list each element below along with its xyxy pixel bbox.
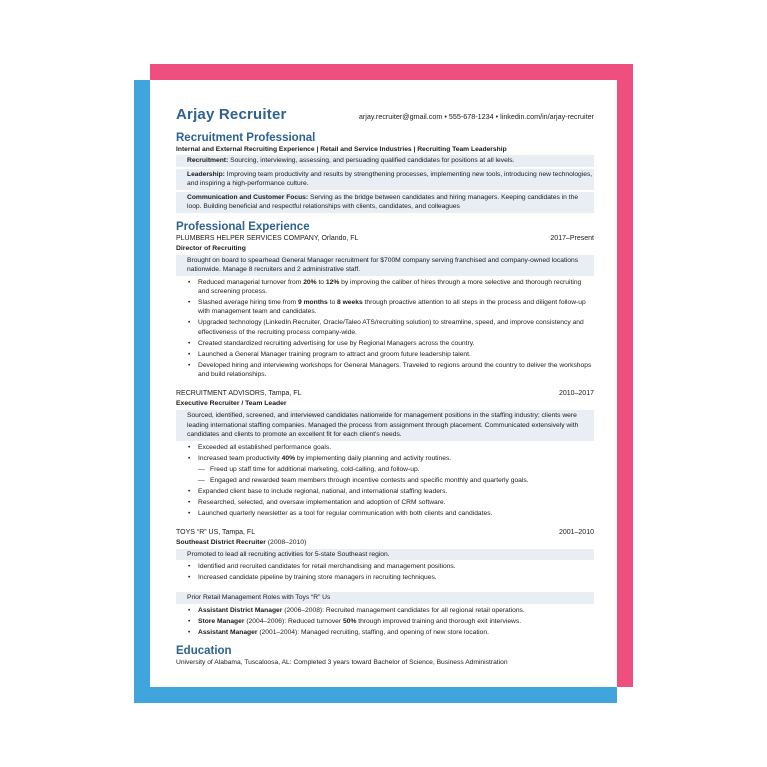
list-item: • Assistant Manager (2001–2004): Managed recruiting, staffing, and opening of new store location. xyxy=(188,628,489,636)
list-item: • Identified and recruited candidates for retail merchandising and management positions. xyxy=(188,563,456,571)
job-summary: Sourced, identified, screened, and interviewed candidates nationwide for management positions in the staffing industry; clients were leading international staffing companies. Managed the process from assignment through placement. Communicated extensively with candidates and clients to promote an excellent fit for each client's needs. xyxy=(176,410,594,441)
job-dates: 2001–2010 xyxy=(558,528,594,536)
job-dates: 2010–2017 xyxy=(558,390,594,398)
list-item: • Researched, selected, and oversaw implementation and adoption of CRM software. xyxy=(188,498,446,506)
job-header-plumbers xyxy=(176,234,594,244)
list-item: — Freed up staff time for additional marketing, cold-calling, and follow-up. xyxy=(198,465,420,473)
job-summary: Promoted to lead all recruiting activities for 5-state Southeast region. xyxy=(176,549,594,561)
education-heading: Education xyxy=(176,644,232,657)
list-item: • Reduced managerial turnover from 20% to 12% by improving the caliber of hires through a more selective and thorough recruiting and screening process. xyxy=(188,278,582,295)
competency-recruitment: Recruitment: Sourcing, interviewing, assessing, and persuading qualified candidates for positions at all levels. xyxy=(176,155,594,167)
job-achievements xyxy=(176,562,594,582)
job-company: PLUMBERS HELPER SERVICES COMPANY, Orlando, FL xyxy=(176,234,359,242)
competency-communication: Communication and Customer Focus: Serving as the bridge between candidates and hiring managers. Keeping candidates in the loop. Building beneficial and respectful relationships with clients, candidates, and colleagues xyxy=(176,192,594,213)
list-item: • Upgraded technology (LinkedIn Recruiter, Oracle/Taleo ATS/recruiting solution) to streamline, speed, and improve consistency and effectiveness of the recruiting process company-wide. xyxy=(188,319,584,336)
candidate-name: Arjay Recruiter xyxy=(176,106,287,123)
list-item: • Increased team productivity 40% by implementing daily planning and activity routines. xyxy=(188,454,452,462)
job-achievements xyxy=(176,278,594,380)
education-entry: University of Alabama, Tuscaloosa, AL: Completed 3 years toward Bachelor of Science, Business Administration xyxy=(176,658,508,666)
job-header-recruitment-advisors xyxy=(176,389,594,399)
list-item: • Store Manager (2004–2006): Reduced turnover 50% through improved training and thorough exit interviews. xyxy=(188,617,522,625)
job-sub-achievements xyxy=(176,465,594,485)
profile-heading: Recruitment Professional xyxy=(176,132,316,144)
list-item: • Exceeded all established performance goals. xyxy=(188,443,332,451)
list-item: • Created standardized recruiting advertising for use by Regional Managers across the country. xyxy=(188,339,475,347)
job-company: RECRUITMENT ADVISORS, Tampa, FL xyxy=(176,390,302,398)
job-achievements-continued xyxy=(176,487,594,518)
job-company: TOYS “R” US, Tampa, FL xyxy=(176,528,256,536)
job-summary: Brought on board to spearhead General Manager recruitment for $700M company serving franchised and company-owned locations nationwide. Manage 8 recruiters and 2 administrative staff. xyxy=(176,255,594,276)
list-item: — Engaged and rewarded team members through incentive contests and specific monthly and quarterly goals. xyxy=(198,476,529,484)
resume-header xyxy=(176,106,594,128)
list-item: • Launched quarterly newsletter as a tool for regular communication with both clients and candidates. xyxy=(188,509,493,517)
list-item: • Slashed average hiring time from 9 months to 8 weeks through proactive attention to all steps in the process and diligent follow-up with management team and candidates. xyxy=(188,298,586,316)
job-title: Southeast District Recruiter (2008–2010) xyxy=(176,538,307,546)
list-item: • Expanded client base to include regional, national, and international staffing leaders. xyxy=(188,487,448,495)
list-item: • Developed hiring and interviewing workshops for General Managers. Traveled to regions around the country to deliver the workshops and build relationships. xyxy=(188,361,592,379)
job-achievements xyxy=(176,443,594,463)
job-title: Director of Recruiting xyxy=(176,244,246,252)
experience-heading: Professional Experience xyxy=(176,220,310,233)
list-item: • Increased candidate pipeline by training store managers in recruiting techniques. xyxy=(188,574,437,582)
competency-leadership: Leadership: Improving team productivity and results by strengthening processes, implementing new tools, introducing new technologies, and inspiring a high-performance culture. xyxy=(176,169,594,190)
resume-content xyxy=(176,106,594,668)
profile-tagline: Internal and External Recruiting Experience | Retail and Service Industries | Recruiting Team Leadership xyxy=(176,146,507,153)
prior-roles-heading: Prior Retail Management Roles with Toys “R” Us xyxy=(176,592,594,604)
job-title: Executive Recruiter / Team Leader xyxy=(176,400,287,408)
job-dates: 2017–Present xyxy=(550,234,594,242)
list-item: • Launched a General Manager training program to attract and groom future leadership talent. xyxy=(188,350,471,358)
job-header-toys-r-us xyxy=(176,528,594,538)
contact-info: arjay.recruiter@gmail.com • 555-678-1234 • linkedin.com/in/arjay-recruiter xyxy=(358,112,594,121)
list-item: • Assistant District Manager (2006–2008): Recruited management candidates for all regional retail operations. xyxy=(188,606,525,614)
prior-roles-list xyxy=(176,606,594,637)
